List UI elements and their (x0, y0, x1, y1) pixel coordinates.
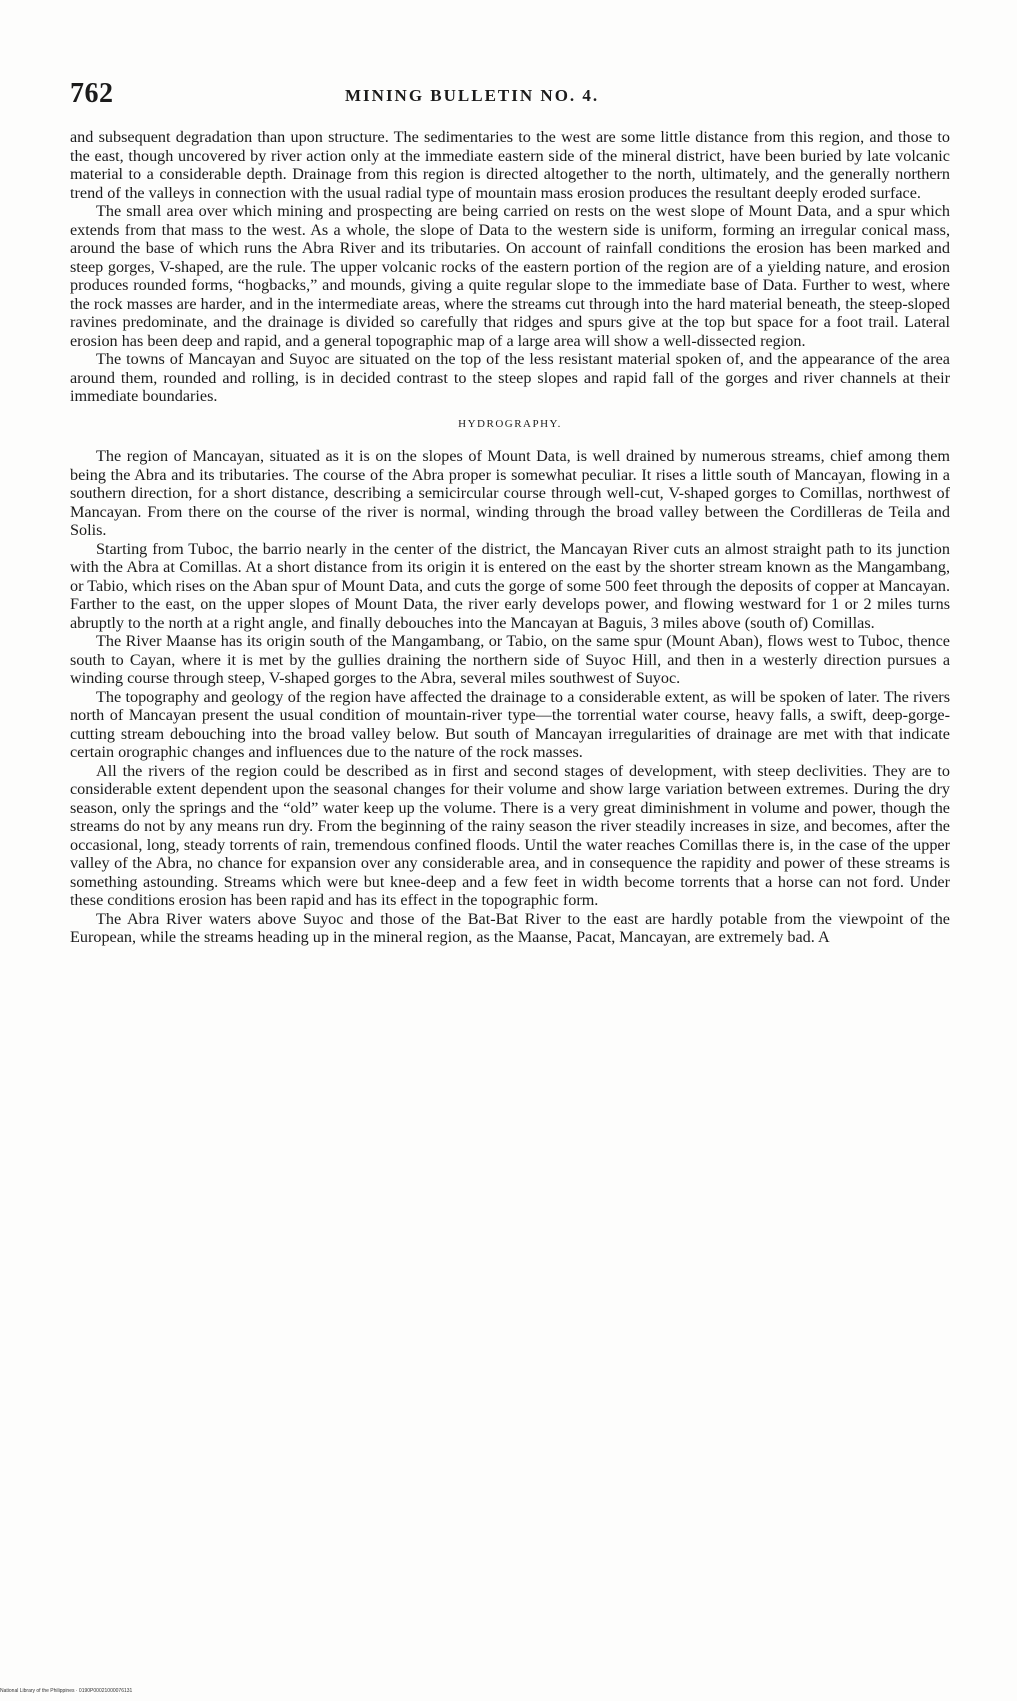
page-number: 762 (70, 78, 114, 109)
page-header (70, 78, 950, 112)
paragraph-water-potability: The Abra River waters above Suyoc and those of the Bat-Bat River to the east are hardly potable from the viewpoint of the European, while the streams heading up in the mineral region, as the Maanse, Pacat, Mancayan, are extremely bad. A (70, 909, 950, 946)
paragraph-maanse-river: The River Maanse has its origin south of the Mangambang, or Tabio, on the same spur (Mount Aban), flows west to Tuboc, thence south to Cayan, where it is met by the gullies draining the northern side of Suyoc Hill, and then in a westerly direction pursues a winding course through steep, V-shaped gorges to the Abra, several miles southwest of Suyoc. (70, 632, 950, 687)
running-title: MINING BULLETIN NO. 4. (345, 86, 600, 105)
paragraph-region-drainage: The region of Mancayan, situated as it is on the slopes of Mount Data, is well drained by numerous streams, chief among them being the Abra and its tributaries. The course of the Abra proper is somewhat peculiar. It rises a little south of Mancayan, flowing in a southern direction, for a short distance, describing a semicircular course through well-cut, V-shaped gorges to Comillas, northwest of Mancayan. From there on the course of the river is normal, winding through the broad valley between the Cordilleras de Teila and Solis. (70, 447, 950, 539)
body-text (70, 128, 950, 1628)
section-heading-hydrography: HYDROGRAPHY. (458, 417, 562, 430)
paragraph-mining-area: The small area over which mining and prospecting are being carried on rests on the west slope of Mount Data, and a spur which extends from that mass to the west. As a whole, the slope of Data to the western side is uniform, forming an irregular conical mass, around the base of which runs the Abra River and its tributaries. On account of rainfall conditions the erosion has been marked and steep gorges, V-shaped, are the rule. The upper volcanic rocks of the eastern portion of the region are of a yielding nature, and erosion produces rounded forms, “hogbacks,” and mounds, giving a quite regular slope to the immediate base of Data. Further to west, where the rock masses are harder, and in the intermediate areas, where the streams cut through into the hard material beneath, the steep-sloped ravines predominate, and the drainage is divided so carefully that ridges and spurs give at the top but space for a foot trail. Lateral erosion has been deep and rapid, and a general topographic map of a large area will show a well-dissected region. (70, 202, 950, 350)
paragraph-geology-continued: and subsequent degradation than upon structure. The sedimentaries to the west are some little distance from this region, and those to the east, though uncovered by river action only at the immediate eastern side of the mineral district, have been buried by late volcanic material to a considerable depth. Drainage from this region is directed altogether to the north, ultimately, and the generally northern trend of the valleys in connection with the usual radial type of mountain mass erosion produces the resultant deeply eroded surface. (70, 128, 950, 202)
paragraph-mancayan-river: Starting from Tuboc, the barrio nearly in the center of the district, the Mancayan River cuts an almost straight path to its junction with the Abra at Comillas. At a short distance from its origin it is entered on the east by the shorter stream known as the Mangambang, or Tabio, which rises on the Aban spur of Mount Data, and cuts the gorge of some 500 feet through the deposits of copper at Mancayan. Farther to the east, on the upper slopes of Mount Data, the river early develops power, and flowing westward for 1 or 2 miles turns abruptly to the north at a right angle, and finally debouches into the Mancayan at Baguis, 3 miles above (south of) Comillas. (70, 539, 950, 632)
scan-credit-footer: National Library of the Philippines · 0190P00021000076131 (0, 1688, 133, 1694)
paragraph-river-stages: All the rivers of the region could be described as in first and second stages of development, with steep declivities. They are to considerable extent dependent upon the seasonal changes for their volume and show large variation between extremes. During the dry season, only the springs and the “old” water keep up the volume. There is a very great diminishment in volume and power, though the streams do not by any means run dry. From the beginning of the rainy season the river steadily increases in size, and becomes, after the occasional, long, steady torrents of rain, tremendous confined floods. Until the water reaches Comillas there is, in the case of the upper valley of the Abra, no chance for expansion over any considerable area, and in consequence the rapidity and power of these streams is something astounding. Streams which were but knee-deep and a few feet in width become torrents that a horse can not ford. Under these conditions erosion has been rapid and has its effect in the topographic form. (70, 761, 950, 909)
paragraph-towns: The towns of Mancayan and Suyoc are situated on the top of the less resistant material spoken of, and the appearance of the area around them, rounded and rolling, is in decided contrast to the steep slopes and rapid fall of the gorges and river channels at their immediate boundaries. (70, 350, 950, 405)
paragraph-topography-drainage: The topography and geology of the region have affected the drainage to a considerable extent, as will be spoken of later. The rivers north of Mancayan present the usual condition of mountain-river type—the torrential water course, heavy falls, a swift, deep-gorge-cutting stream debouching into the broad valley below. But south of Mancayan irregularities of drainage are met with that indicate certain orographic changes and influences due to the nature of the rock masses. (70, 687, 950, 761)
